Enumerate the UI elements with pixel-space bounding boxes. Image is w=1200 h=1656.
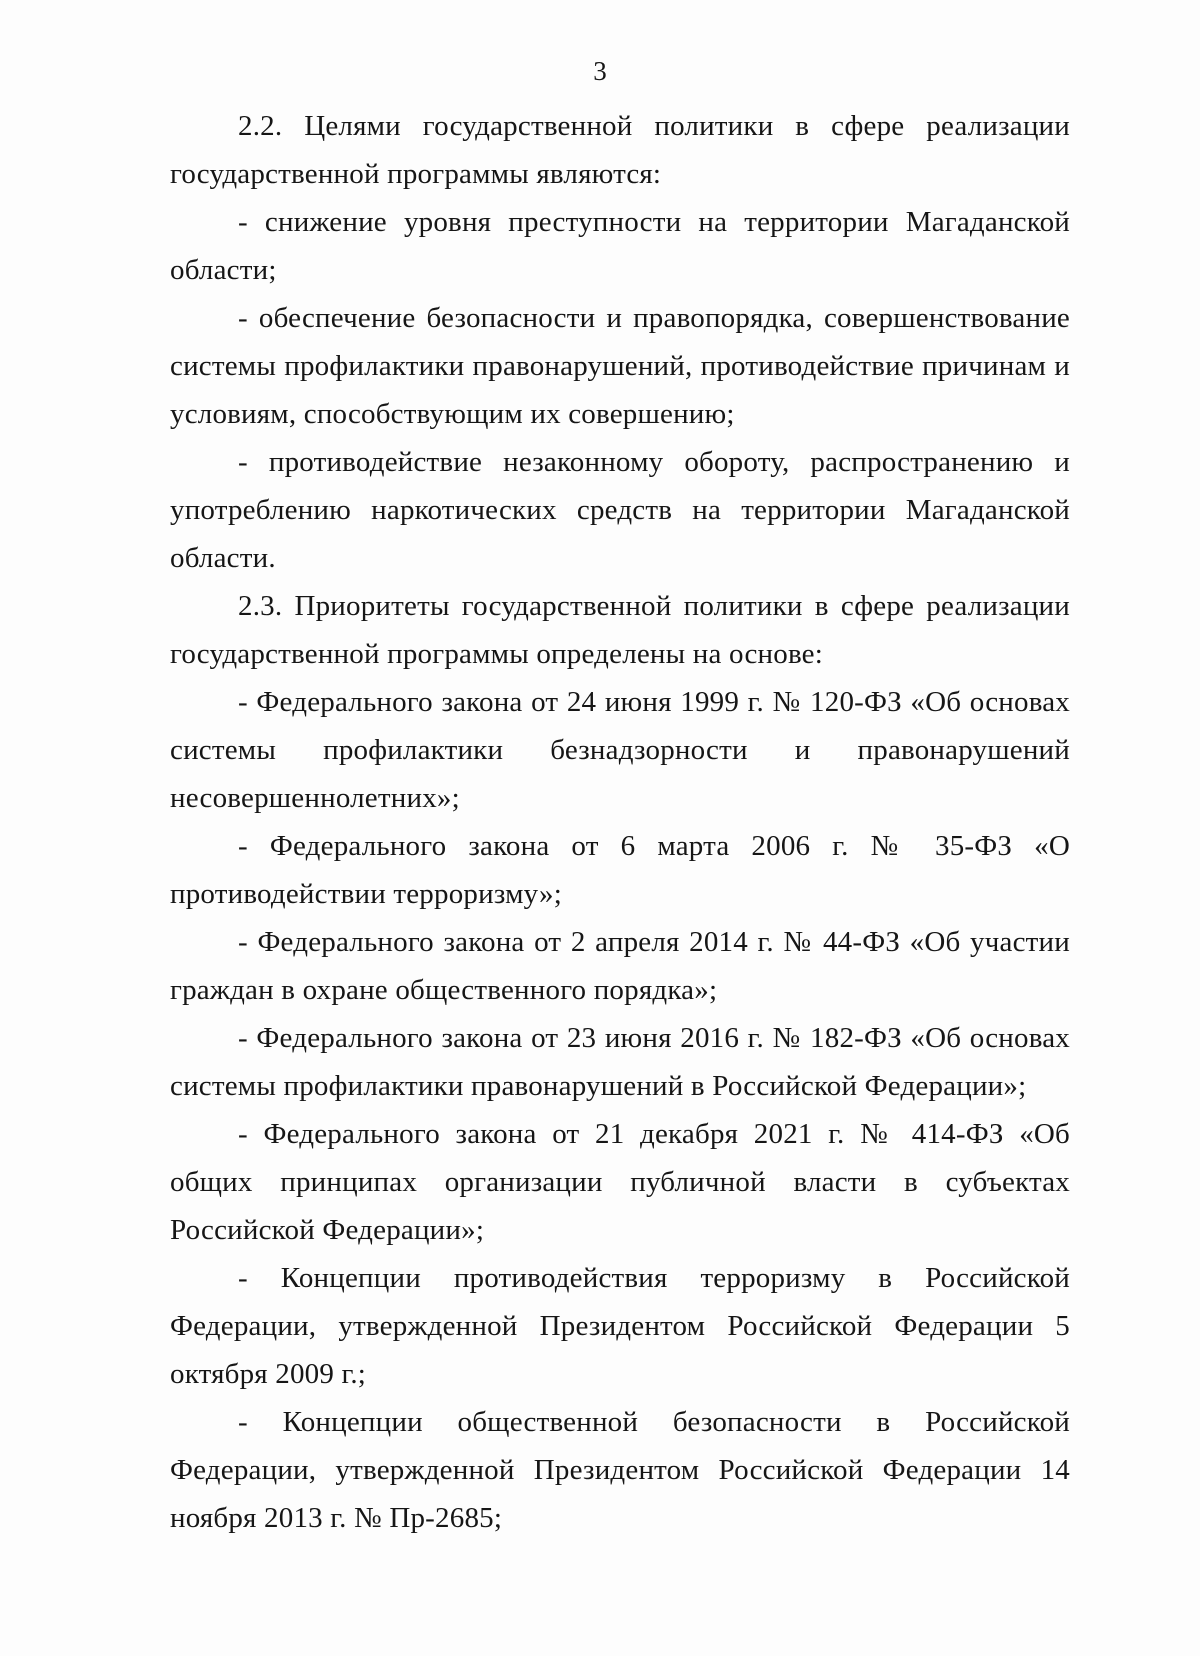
list-item-public-security-concept: - Концепции общественной безопасности в Российской Федерации, утвержденной Президентом Российской Федерации 14 ноября 2013 г. № Пр-2685;	[170, 1406, 1070, 1534]
list-item-law-44-fz: - Федерального закона от 2 апреля 2014 г. № 44-ФЗ «Об участии граждан в охране общественного порядка»;	[170, 926, 1070, 1006]
list-item-drug-counteraction: - противодействие незаконному обороту, распространению и употреблению наркотических средств на территории Магаданской области.	[170, 446, 1070, 574]
list-item-law-182-fz: - Федерального закона от 23 июня 2016 г. № 182-ФЗ «Об основах системы профилактики правонарушений в Российской Федерации»;	[170, 1022, 1070, 1102]
list-item-law-414-fz: - Федерального закона от 21 декабря 2021 г. № 414-ФЗ «Об общих принципах организации публичной власти в субъектах Российской Федерации»;	[170, 1118, 1070, 1246]
list-item-security-order: - обеспечение безопасности и правопорядка, совершенствование системы профилактики правонарушений, противодействие причинам и условиям, способствующим их совершению;	[170, 302, 1070, 430]
list-item-crime-reduction: - снижение уровня преступности на территории Магаданской области;	[170, 206, 1070, 286]
list-item-law-120-fz: - Федерального закона от 24 июня 1999 г. № 120-ФЗ «Об основах системы профилактики безнадзорности и правонарушений несовершеннолетних»;	[170, 686, 1070, 814]
paragraph-2-2-goals: 2.2. Целями государственной политики в сфере реализации государственной программы являются:	[170, 110, 1070, 190]
page-number: 3	[593, 56, 607, 86]
document-body	[170, 102, 1070, 1542]
list-item-terrorism-concept: - Концепции противодействия терроризму в Российской Федерации, утвержденной Президентом Российской Федерации 5 октября 2009 г.;	[170, 1262, 1070, 1390]
list-item-law-35-fz: - Федерального закона от 6 марта 2006 г. № 35-ФЗ «О противодействии терроризму»;	[170, 830, 1070, 910]
paragraph-2-3-priorities: 2.3. Приоритеты государственной политики в сфере реализации государственной программы определены на основе:	[170, 590, 1070, 670]
